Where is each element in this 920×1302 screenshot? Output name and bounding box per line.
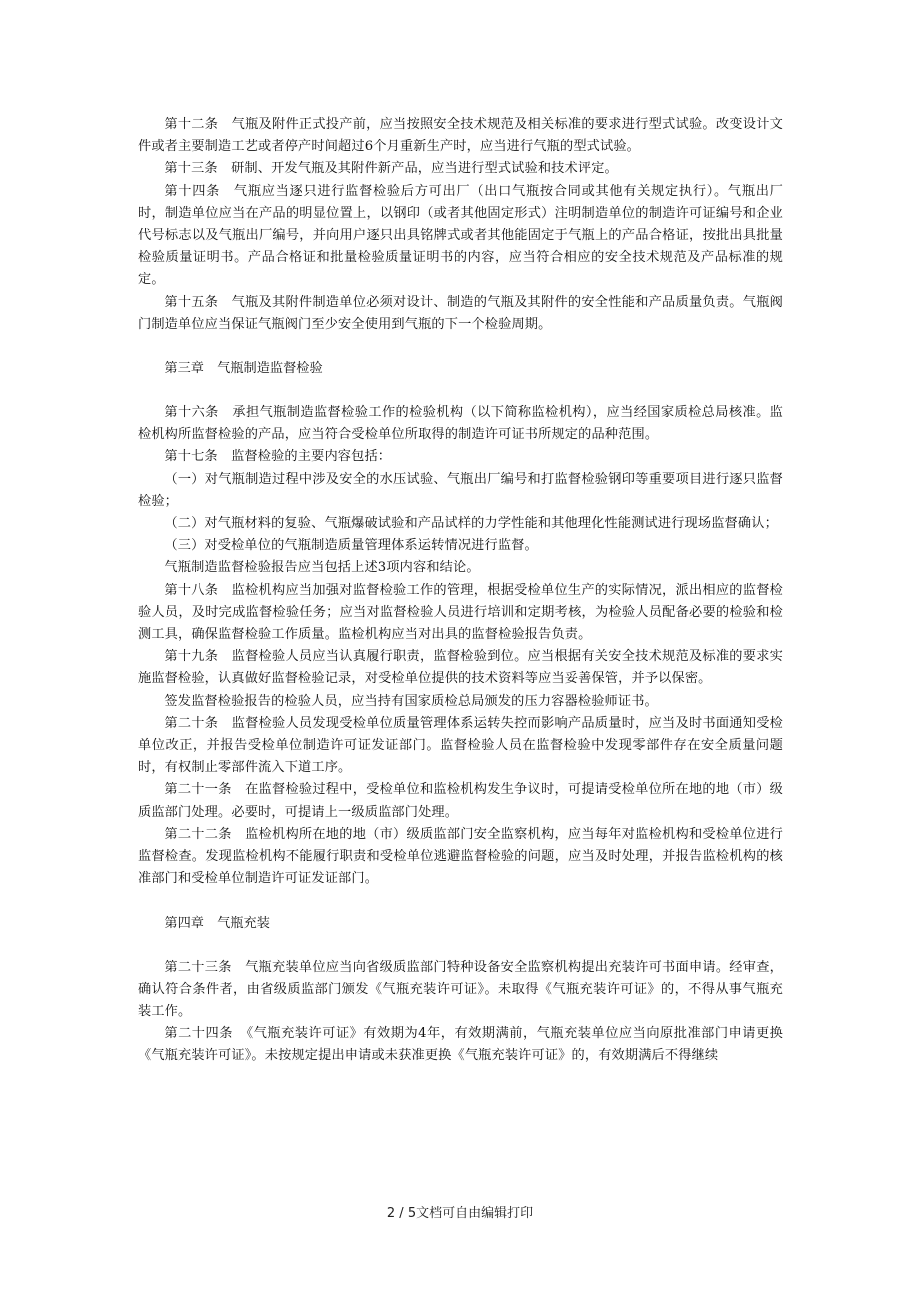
chapter-heading: 第四章 气瓶充装 bbox=[164, 915, 270, 931]
article-paragraph: （一）对气瓶制造过程中涉及安全的水压试验、气瓶出厂编号和打监督检验钢印等重要项目进行逐只监督检验； bbox=[138, 471, 783, 509]
article-paragraph: 第十四条 气瓶应当逐只进行监督检验后方可出厂（出口气瓶按合同或其他有关规定执行）。气瓶出厂时，制造单位应当在产品的明显位置上，以钢印（或者其他固定形式）注明制造单位的制造许可证编号和企业代号标志以及气瓶出厂编号，并向用户逐只出具铭牌式或者其他能固定于气瓶上的产品合格证，按批出具批量检验质量证明书。产品合格证和批量检验质量证明书的内容，应当符合相应的安全技术规范及产品标准的规定。 bbox=[138, 183, 783, 288]
article-paragraph: 第十三条 研制、开发气瓶及其附件新产品，应当进行型式试验和技术评定。 bbox=[164, 161, 618, 177]
article-paragraph: 第十六条 承担气瓶制造监督检验工作的检验机构（以下简称监检机构），应当经国家质检总局核准。监检机构所监督检验的产品，应当符合受检单位所取得的制造许可证书所规定的品种范围。 bbox=[138, 405, 783, 443]
article-paragraph: 第二十三条 气瓶充装单位应当向省级质监部门特种设备安全监察机构提出充装许可书面申请。经审查，确认符合条件者，由省级质监部门颁发《气瓶充装许可证》。未取得《气瓶充装许可证》的，不得从事气瓶充装工作。 bbox=[138, 959, 783, 1019]
document-body bbox=[138, 114, 783, 1068]
article-paragraph: 第二十二条 监检机构所在地的地（市）级质监部门安全监察机构，应当每年对监检机构和受检单位进行监督检查。发现监检机构不能履行职责和受检单位逃避监督检验的问题，应当及时处理，并报告监检机构的核准部门和受检单位制造许可证发证部门。 bbox=[138, 826, 783, 887]
page-footer: 2 / 5文档可自由编辑打印 bbox=[386, 1206, 534, 1221]
article-paragraph: （三）对受检单位的气瓶制造质量管理体系运转情况进行监督。 bbox=[164, 538, 538, 554]
article-paragraph: 签发监督检验报告的检验人员，应当持有国家质检总局颁发的压力容器检验师证书。 bbox=[164, 693, 658, 709]
chapter-heading: 第三章 气瓶制造监督检验 bbox=[164, 361, 323, 377]
article-paragraph: 气瓶制造监督检验报告应当包括上述3项内容和结论。 bbox=[164, 560, 480, 576]
article-paragraph: 第十九条 监督检验人员应当认真履行职责，监督检验到位。应当根据有关安全技术规范及标准的要求实施监督检验，认真做好监督检验记录，对受检单位提供的技术资料等应当妥善保管，并予以保密。 bbox=[138, 649, 783, 687]
article-paragraph: 第十七条 监督检验的主要内容包括： bbox=[164, 449, 392, 465]
article-paragraph: 第二十一条 在监督检验过程中，受检单位和监检机构发生争议时，可提请受检单位所在地的地（市）级质监部门处理。必要时，可提请上一级质监部门处理。 bbox=[138, 782, 783, 820]
article-paragraph: 第二十条 监督检验人员发现受检单位质量管理体系运转失控而影响产品质量时，应当及时书面通知受检单位改正，并报告受检单位制造许可证发证部门。监督检验人员在监督检验中发现零部件存在安全质量问题时，有权制止零部件流入下道工序。 bbox=[138, 715, 783, 776]
article-paragraph: 第二十四条 《气瓶充装许可证》有效期为4年，有效期满前，气瓶充装单位应当向原批准部门申请更换《气瓶充装许可证》。未按规定提出申请或未获准更换《气瓶充装许可证》的，有效期满后不得继续 bbox=[138, 1026, 783, 1064]
article-paragraph: （二）对气瓶材料的复验、气瓶爆破试验和产品试样的力学性能和其他理化性能测试进行现场监督确认； bbox=[164, 516, 778, 532]
article-paragraph: 第十五条 气瓶及其附件制造单位必须对设计、制造的气瓶及其附件的安全性能和产品质量负责。气瓶阀门制造单位应当保证气瓶阀门至少安全使用到气瓶的下一个检验周期。 bbox=[138, 294, 783, 332]
article-paragraph: 第十二条 气瓶及附件正式投产前，应当按照安全技术规范及相关标准的要求进行型式试验。改变设计文件或者主要制造工艺或者停产时间超过6个月重新生产时，应当进行气瓶的型式试验。 bbox=[138, 117, 783, 155]
article-paragraph: 第十八条 监检机构应当加强对监督检验工作的管理，根据受检单位生产的实际情况，派出相应的监督检验人员，及时完成监督检验任务；应当对监督检验人员进行培训和定期考核，为检验人员配备必要的检验和检测工具，确保监督检验工作质量。监检机构应当对出具的监督检验报告负责。 bbox=[138, 582, 783, 643]
